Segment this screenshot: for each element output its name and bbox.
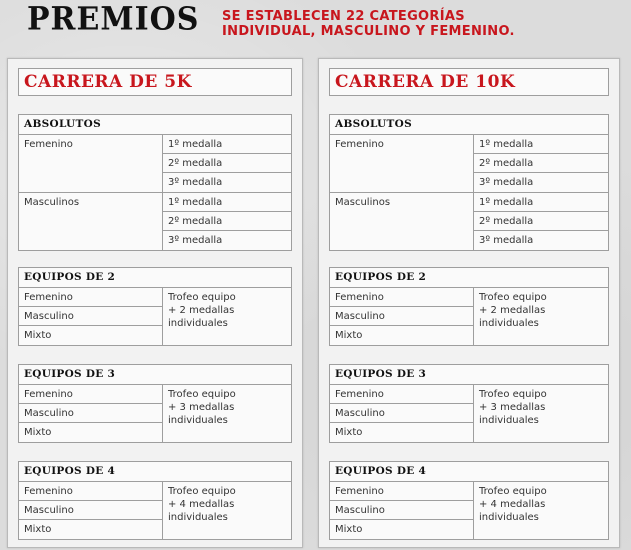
medal-cell: 3º medalla: [479, 177, 534, 188]
medal-list: [163, 193, 291, 250]
team-heading: EQUIPOS DE 2: [19, 268, 291, 288]
team-category-cell: Mixto: [24, 330, 52, 341]
absolutos-table: [329, 114, 609, 251]
medal-cell: 3º medalla: [479, 235, 534, 246]
prize-line-2: + 3 medallas individuales: [479, 402, 546, 426]
team-heading: EQUIPOS DE 3: [19, 365, 291, 385]
team-heading: EQUIPOS DE 4: [330, 462, 608, 482]
team-categories: [330, 288, 474, 345]
prize-line-1: Trofeo equipo: [479, 292, 547, 303]
race-title: CARRERA DE 5K: [18, 68, 292, 96]
medal-cell: 3º medalla: [168, 177, 223, 188]
team-body: [19, 288, 291, 345]
team-category-cell: Mixto: [335, 427, 363, 438]
prize-line-2: + 4 medallas individuales: [479, 499, 546, 523]
team-categories: [330, 482, 474, 539]
team-categories: [330, 385, 474, 442]
team-category-cell: Femenino: [19, 288, 162, 307]
team-categories: [19, 288, 163, 345]
team-category-cell: Femenino: [19, 482, 162, 501]
medal-cell: 2º medalla: [163, 154, 291, 173]
team-body: [19, 482, 291, 539]
prize-line-2: + 2 medallas individuales: [479, 305, 546, 329]
header: [0, 0, 631, 58]
medal-list: [163, 135, 291, 192]
medal-cell: 2º medalla: [163, 212, 291, 231]
medal-cell: 2º medalla: [474, 212, 608, 231]
team-category-cell: Mixto: [24, 524, 52, 535]
medal-cell: 1º medalla: [474, 135, 608, 154]
team-table: [18, 267, 292, 346]
team-table: [329, 364, 609, 443]
absolutos-table: [18, 114, 292, 251]
team-body: [330, 385, 608, 442]
team-prize: [163, 288, 291, 345]
category-label: Femenino: [330, 135, 474, 192]
prize-line-2: + 3 medallas individuales: [168, 402, 235, 426]
team-category-cell: Masculino: [19, 307, 162, 326]
absolutos-group: [330, 193, 608, 250]
medal-list: [474, 193, 608, 250]
medal-cell: 3º medalla: [168, 235, 223, 246]
team-table: [18, 461, 292, 540]
team-category-cell: Masculino: [330, 501, 473, 520]
team-category-cell: Mixto: [335, 524, 363, 535]
team-table: [329, 267, 609, 346]
medal-cell: 2º medalla: [474, 154, 608, 173]
team-table: [329, 461, 609, 540]
team-prize: [474, 482, 608, 539]
category-label: Femenino: [19, 135, 163, 192]
team-category-cell: Masculino: [330, 307, 473, 326]
team-category-cell: Masculino: [330, 404, 473, 423]
absolutos-group: [330, 135, 608, 193]
prize-line-2: + 2 medallas individuales: [168, 305, 235, 329]
medal-cell: 1º medalla: [474, 193, 608, 212]
category-label: Masculinos: [19, 193, 163, 250]
team-category-cell: Mixto: [335, 330, 363, 341]
team-body: [330, 482, 608, 539]
team-body: [19, 385, 291, 442]
medal-cell: 1º medalla: [163, 135, 291, 154]
team-body: [330, 288, 608, 345]
subtitle-line-2: INDIVIDUAL, MASCULINO Y FEMENINO.: [222, 24, 515, 39]
medal-list: [474, 135, 608, 192]
page-subtitle: [222, 9, 515, 39]
prize-line-1: Trofeo equipo: [168, 292, 236, 303]
team-prize: [474, 385, 608, 442]
absolutos-group: [19, 193, 291, 250]
prize-line-1: Trofeo equipo: [479, 389, 547, 400]
team-category-cell: Masculino: [19, 404, 162, 423]
absolutos-heading: ABSOLUTOS: [19, 115, 291, 135]
page-title: PREMIOS: [27, 1, 200, 38]
team-categories: [19, 482, 163, 539]
team-category-cell: Femenino: [330, 482, 473, 501]
race-title: CARRERA DE 10K: [329, 68, 609, 96]
team-table: [18, 364, 292, 443]
absolutos-group: [19, 135, 291, 193]
prize-line-1: Trofeo equipo: [168, 389, 236, 400]
team-heading: EQUIPOS DE 3: [330, 365, 608, 385]
team-category-cell: Femenino: [19, 385, 162, 404]
team-category-cell: Mixto: [24, 427, 52, 438]
team-category-cell: Masculino: [19, 501, 162, 520]
category-label: Masculinos: [330, 193, 474, 250]
team-category-cell: Femenino: [330, 288, 473, 307]
team-heading: EQUIPOS DE 4: [19, 462, 291, 482]
absolutos-heading: ABSOLUTOS: [330, 115, 608, 135]
prize-line-1: Trofeo equipo: [168, 486, 236, 497]
team-prize: [163, 482, 291, 539]
team-prize: [163, 385, 291, 442]
team-heading: EQUIPOS DE 2: [330, 268, 608, 288]
prize-line-1: Trofeo equipo: [479, 486, 547, 497]
subtitle-line-1: SE ESTABLECEN 22 CATEGORÍAS: [222, 9, 465, 24]
medal-cell: 1º medalla: [163, 193, 291, 212]
race-panel-5k: [7, 58, 303, 548]
prize-line-2: + 4 medallas individuales: [168, 499, 235, 523]
team-categories: [19, 385, 163, 442]
team-category-cell: Femenino: [330, 385, 473, 404]
race-panel-10k: [318, 58, 620, 548]
team-prize: [474, 288, 608, 345]
